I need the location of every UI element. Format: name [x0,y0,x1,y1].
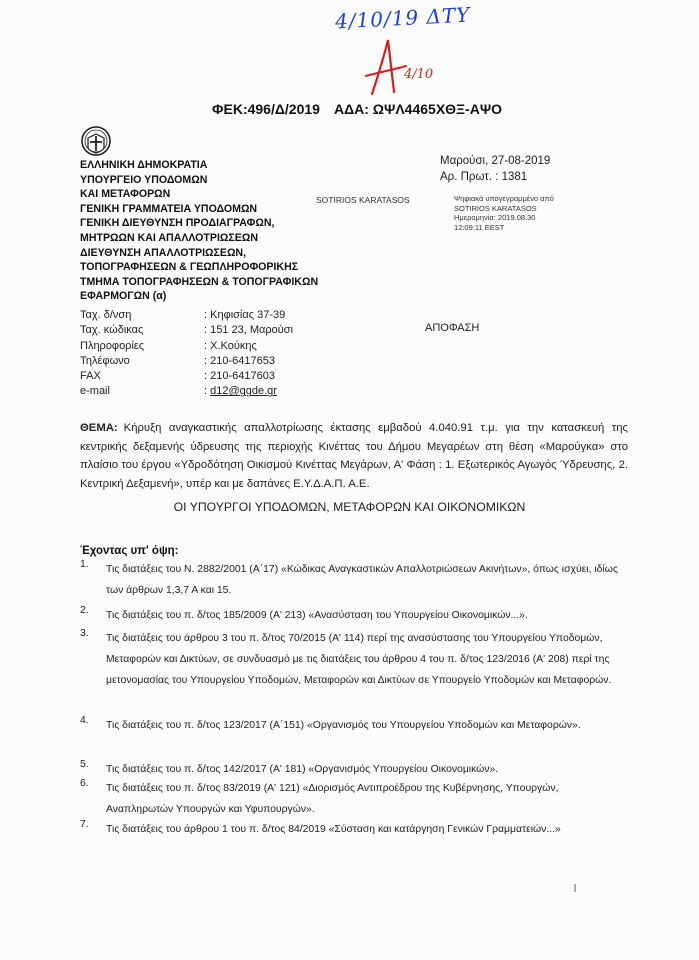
contact-value-prefix: : [204,385,211,398]
page-mark [574,884,576,892]
contact-row [80,323,293,338]
list-item-text: Τις διατάξεις του άρθρου 3 του π. δ/τος 70/2015 (Α' 114) περί της ανασύστασης του Υπουργείου Υποδομών, Μεταφορών και Δικτύων, σε συνδυασμό με τις διατάξεις του άρθρου 4 του π. δ/τος 123/2016 (Α' 208) περί της μετονομασίας του Υπουργείου Υποδομών, Μεταφορών και Δικτύων σε Υπουργείο Υποδομών και Μεταφορών. [106,633,612,686]
list-item-number: 3. [80,628,89,639]
signature-line: Ημερομηνία: 2019.08.30 [454,213,536,222]
agency-line: ΔΙΕΥΘΥΝΣΗ ΑΠΑΛΛΟΤΡΙΩΣΕΩΝ, [80,246,247,259]
signature-line: SOTIRIOS KARATASOS [454,203,537,213]
contact-label: FAX [80,370,101,383]
agency-line: ΥΠΟΥΡΓΕΙΟ ΥΠΟΔΟΜΩΝ [80,173,208,186]
ministers-heading: ΟΙ ΥΠΟΥΡΓΟΙ ΥΠΟΔΟΜΩΝ, ΜΕΤΑΦΟΡΩΝ ΚΑΙ ΟΙΚΟΝΟΜΙΚΩΝ [173,500,526,514]
agency-line: ΜΗΤΡΩΩΝ ΚΑΙ ΑΠΑΛΛΟΤΡΙΩΣΕΩΝ [80,231,258,244]
fek-line [212,101,502,117]
greek-emblem-icon [80,125,112,157]
list-item-number: 7. [80,819,89,830]
list-item-number: 4. [80,715,89,726]
handwritten-mark [360,36,440,96]
list-item-number: 1. [80,559,89,570]
contact-row [80,339,293,354]
agency-line: ΕΦΑΡΜΟΓΩΝ (α) [80,290,167,303]
contact-row [80,384,293,399]
contact-value: : Κηφισίας 37-39 [204,309,286,321]
contact-row [80,369,293,384]
contact-row [80,354,293,369]
having-heading: Έχοντας υπ' όψη: [80,545,179,557]
contact-label: Ταχ. κώδικας [80,324,144,337]
signature-line: Ψηφιακά υπογεγραμμένο από [454,194,554,203]
contact-block [80,308,293,400]
date-block [440,153,550,185]
contact-label: Ταχ. δ/νση [80,309,132,321]
agency-line: ΤΜΗΜΑ ΤΟΠΟΓΡΑΦΗΣΕΩΝ & ΤΟΠΟΓΡΑΦΙΚΩΝ [80,275,319,288]
contact-label: Πληροφορίες [80,339,145,352]
decision-heading: ΑΠΟΦΑΣΗ [425,322,480,334]
handwritten-note: 4/10/19 ΔΤΥ [334,2,471,34]
agency-line: ΚΑΙ ΜΕΤΑΦΟΡΩΝ [80,188,171,201]
list-item-text: Τις διατάξεις του Ν. 2882/2001 (Α΄17) «Κώδικας Αναγκαστικών Απαλλοτριώσεων Ακινήτων», όπως ισχύει, ιδίως των άρθρων 1,3,7 Α και 15. [106,564,618,596]
list-item-text: Τις διατάξεις του π. δ/τος 83/2019 (Α' 121) «Διορισμός Αντιπροέδρου της Κυβέρνησης, Υπουργών, Αναπληρωτών Υπουργών και Υφυπουργών». [106,783,559,815]
contact-label: Τηλέφωνο [80,354,130,367]
contact-value: : 210-6417603 [204,370,275,383]
signer-name: SOTIRIOS KARATASOS [316,195,410,205]
agency-line: ΓΕΝΙΚΗ ΓΡΑΜΜΑΤΕΙΑ ΥΠΟΔΟΜΩΝ [80,202,258,215]
contact-value: : 210-6417653 [204,354,275,367]
protocol-number: Αρ. Πρωτ. : 1381 [440,171,528,183]
list-item-text: Τις διατάξεις του π. δ/τος 185/2009 (Α' 213) «Ανασύσταση του Υπουργείου Οικονομικών...». [106,610,528,621]
subject-label: ΘΕΜΑ: [80,422,118,434]
ada-number: ΑΔΑ: ΩΨΛ4465ΧΘΞ-ΑΨΟ [333,101,503,117]
list-item-text: Τις διατάξεις του π. δ/τος 142/2017 (Α' 181) «Οργανισμός Υπουργείου Οικονομικών». [106,764,499,775]
handwritten-mark-text: 4/10 [404,67,434,82]
list-item-number: 2. [80,605,89,616]
contact-value [204,384,277,399]
agency-block [80,158,318,304]
agency-line: ΤΟΠΟΓΡΑΦΗΣΕΩΝ & ΓΕΩΠΛΗΡΟΦΟΡΙΚΗΣ [80,261,299,274]
contact-value: : Χ.Κούκης [204,339,257,352]
subject-block [80,419,628,493]
fek-number: ΦΕΚ:496/Δ/2019 [212,101,320,117]
digital-signature [454,194,554,232]
contact-value: : 151 23, Μαρούσι [204,324,294,337]
place-date: Μαρούσι, 27-08-2019 [440,155,551,167]
contact-label: e-mail [80,385,110,398]
list-item-number: 6. [80,778,89,789]
agency-line: ΕΛΛΗΝΙΚΗ ΔΗΜΟΚΡΑΤΙΑ [80,159,208,171]
agency-line: ΓΕΝΙΚΗ ΔΙΕΥΘΥΝΣΗ ΠΡΟΔΙΑΓΡΑΦΩΝ, [80,217,275,230]
list-item-text: Τις διατάξεις του άρθρου 1 του π. δ/τος 84/2019 «Σύσταση και κατάργηση Γενικών Γραμματειών...» [106,824,561,835]
subject-text: Κήρυξη αναγκαστικής απαλλοτρίωσης έκτασης εμβαδού 4.040.91 τ.μ. για την κατασκευή της κεντρικής δεξαμενής ύδρευσης της περιοχής Κινέττας του Δήμου Μεγαρέων στη θέση «Μαρούγκα» στο πλαίσιο του έργου «Υδροδότηση Οικισμού Κινέττας Μεγάρων, Α' Φάση : 1. Εξωτερικός Αγωγός Ύδρευσης, 2. Κεντρική Δεξαμενή», υπέρ και με δαπάνες Ε.Υ.Δ.Α.Π. Α.Ε. [80,422,628,490]
email-link[interactable]: d12@ggde.gr [210,385,277,398]
signature-line: 12:09:11 EEST [454,222,505,232]
list-item-text: Τις διατάξεις του π. δ/τος 123/2017 (Α΄151) «Οργανισμός του Υπουργείου Υποδομών και Μεταφορών». [106,720,581,731]
list-item-number: 5. [80,759,89,770]
contact-row [80,308,293,323]
